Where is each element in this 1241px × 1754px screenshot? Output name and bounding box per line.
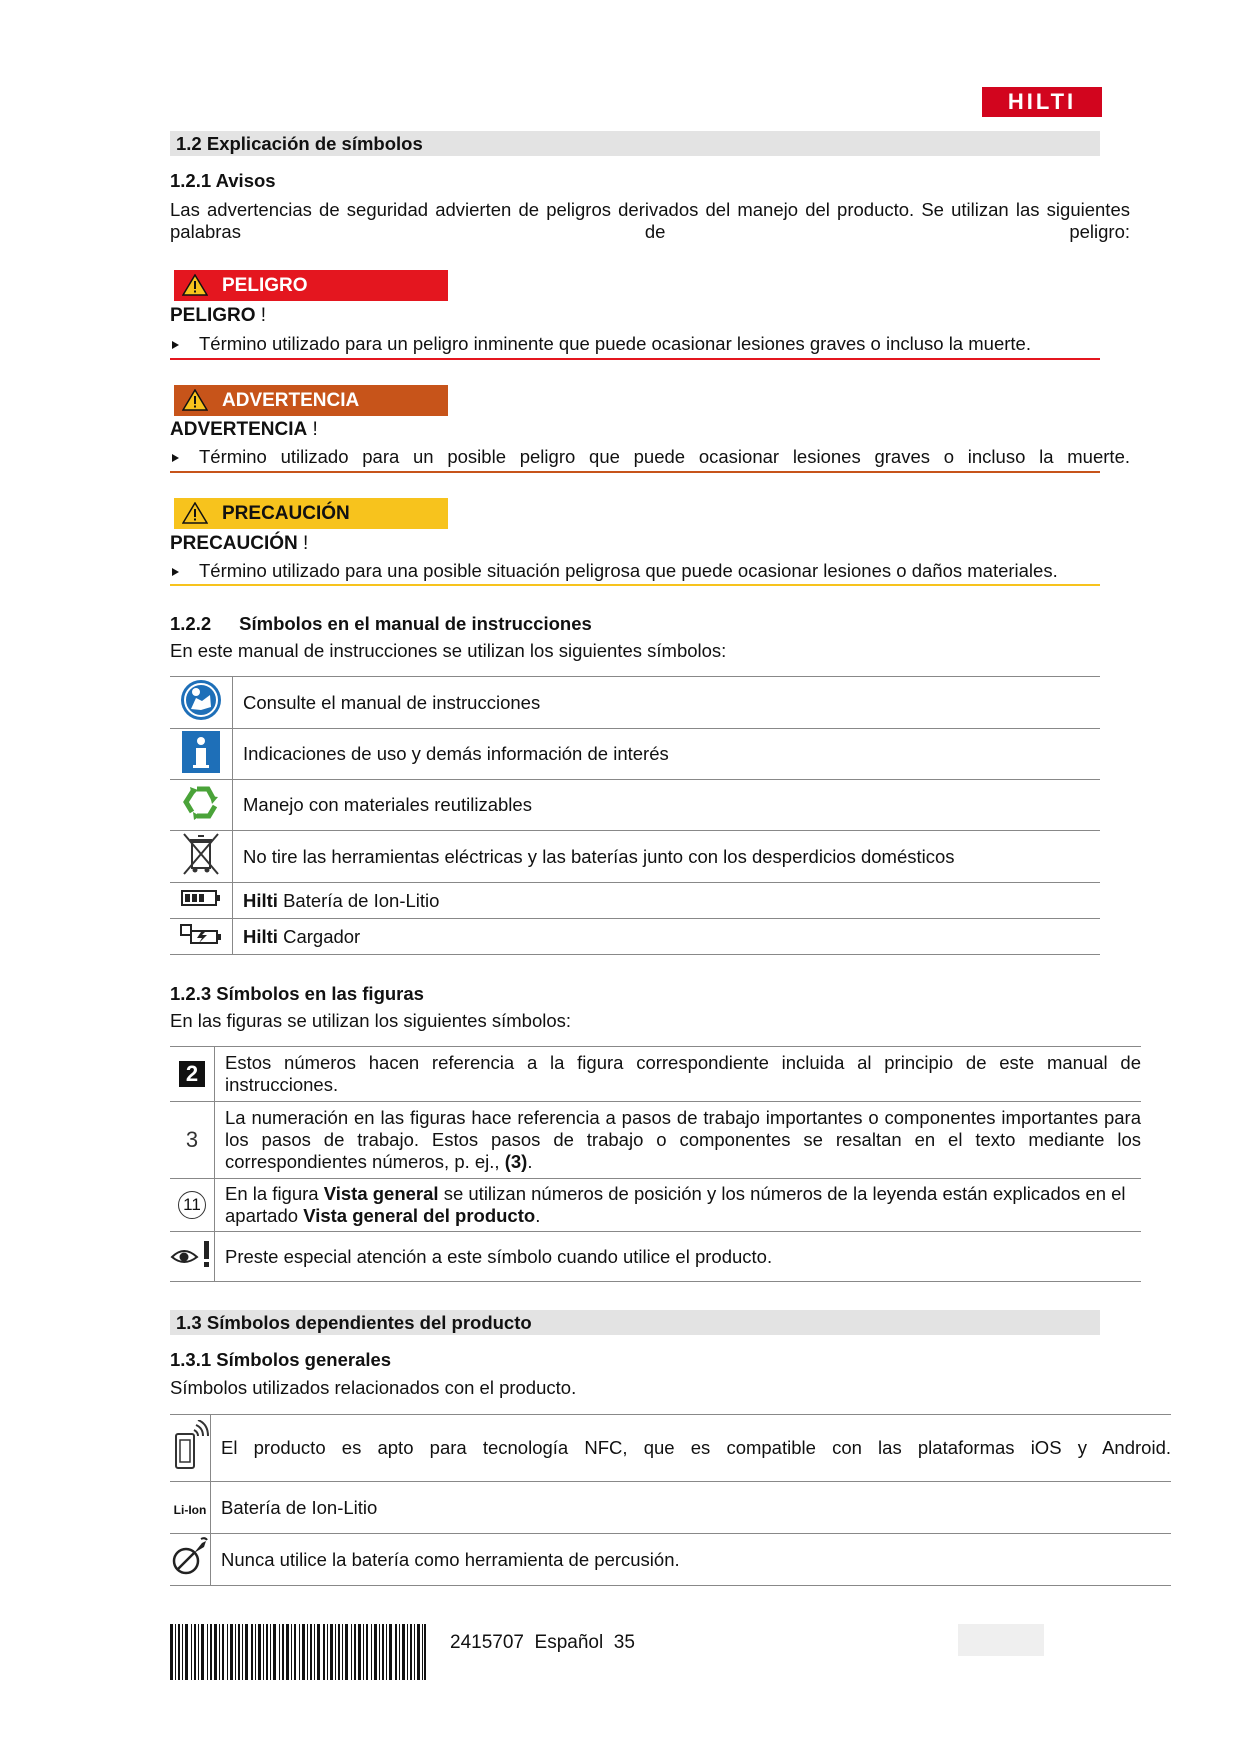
warning-underline [170, 471, 1100, 473]
warning-word: ADVERTENCIA ! [170, 419, 318, 440]
symbol-description: La numeración en las figuras hace referencia a pasos de trabajo importantes o componentes importantes para los pasos de trabajo. Estos pasos de trabajo o componentes se resaltan en el texto mediante los correspondientes números, p. ej., (3). [215, 1102, 1142, 1179]
bullet-triangle-icon [172, 341, 179, 349]
section-heading-1-2: 1.2 Explicación de símbolos [170, 131, 1100, 156]
symbol-description: Estos números hacen referencia a la figura correspondiente incluida al principio de este manual de instrucciones. [215, 1047, 1142, 1102]
barcode [170, 1624, 426, 1680]
caution-badge [174, 498, 448, 529]
danger-description: Término utilizado para un peligro inminente que puede ocasionar lesiones graves o incluso la muerte. [172, 333, 1031, 355]
info-icon [170, 729, 233, 780]
symbol-description: El producto es apto para tecnología NFC, que es compatible con las plataformas iOS y Android. [211, 1415, 1172, 1482]
table-row [170, 1179, 1141, 1232]
warning-badge [174, 385, 448, 416]
danger-badge-label: PELIGRO [222, 275, 308, 296]
caution-word: PRECAUCIÓN ! [170, 533, 309, 554]
warning-triangle-icon [182, 389, 208, 411]
table-row [170, 729, 1100, 780]
figure-symbols-table [170, 1046, 1141, 1282]
intro-warnings: Las advertencias de seguridad advierten de peligros derivados del manejo del producto. Se utilizan las siguientes palabras de peligro: [170, 199, 1130, 242]
table-row [170, 883, 1100, 919]
li-ion-icon: Li-Ion [170, 1482, 211, 1534]
symbol-description: Hilti Batería de Ion-Litio [233, 883, 1101, 919]
no-percussion-icon [170, 1534, 211, 1586]
eye-attention-icon [170, 1232, 215, 1282]
table-row [170, 1047, 1141, 1102]
caution-badge-label: PRECAUCIÓN [222, 503, 350, 524]
danger-badge [174, 270, 448, 301]
subheading-1-2-3: 1.2.3 Símbolos en las figuras [170, 983, 424, 1004]
symbol-description: Batería de Ion-Litio [211, 1482, 1172, 1534]
section-heading-1-3: 1.3 Símbolos dependientes del producto [170, 1310, 1100, 1335]
symbol-description: Consulte el manual de instrucciones [233, 677, 1101, 729]
caution-description: Término utilizado para una posible situación peligrosa que puede ocasionar lesiones o daños materiales. [172, 560, 1058, 582]
table-row [170, 1534, 1171, 1586]
table-row [170, 1415, 1171, 1482]
subheading-1-3-1: 1.3.1 Símbolos generales [170, 1349, 392, 1370]
intro-manual: En este manual de instrucciones se utilizan los siguientes símbolos: [170, 640, 727, 661]
footer-gray-box [958, 1624, 1044, 1656]
intro-figures: En las figuras se utilizan los siguientes símbolos: [170, 1010, 572, 1031]
subheading-1-2-2: 1.2.2 Símbolos en el manual de instrucciones [170, 613, 592, 634]
symbol-description: Manejo con materiales reutilizables [233, 780, 1101, 831]
symbol-description: Indicaciones de uso y demás información de interés [233, 729, 1101, 780]
symbol-description: Hilti Cargador [233, 919, 1101, 955]
bullet-triangle-icon [172, 568, 179, 576]
recycle-icon [170, 780, 233, 831]
crossed-bin-icon [170, 831, 233, 883]
symbol-description: Preste especial atención a este símbolo cuando utilice el producto. [215, 1232, 1142, 1282]
read-manual-icon [170, 677, 233, 729]
symbol-description: No tire las herramientas eléctricas y las baterías junto con los desperdicios domésticos [233, 831, 1101, 883]
warning-triangle-icon [182, 502, 208, 524]
table-row [170, 677, 1100, 729]
danger-word: PELIGRO ! [170, 305, 267, 326]
hilti-logo: HILTI [982, 87, 1102, 117]
symbol-description: Nunca utilice la batería como herramienta de percusión. [211, 1534, 1172, 1586]
symbol-description: En la figura Vista general se utilizan números de posición y los números de la leyenda están explicados en el apartado Vista general del producto. [215, 1179, 1142, 1232]
general-symbols-table [170, 1414, 1171, 1586]
intro-general: Símbolos utilizados relacionados con el producto. [170, 1377, 577, 1398]
bullet-triangle-icon [172, 454, 179, 462]
table-row [170, 831, 1100, 883]
battery-icon [170, 883, 233, 919]
position-number-icon: 11 [170, 1179, 215, 1232]
step-number-icon: 3 [170, 1102, 215, 1179]
caution-underline [170, 584, 1100, 586]
subheading-1-2-1: 1.2.1 Avisos [170, 170, 276, 191]
page-number: 35 [613, 1632, 635, 1653]
charger-icon [170, 919, 233, 955]
figure-number-icon: 2 [170, 1047, 215, 1102]
footer-info: 2415707 Español 35 [450, 1632, 635, 1653]
warning-triangle-icon [182, 274, 208, 296]
table-row [170, 1482, 1171, 1534]
table-row [170, 919, 1100, 955]
table-row [170, 1102, 1141, 1179]
warning-badge-label: ADVERTENCIA [222, 390, 360, 411]
nfc-icon [170, 1415, 211, 1482]
table-row [170, 1232, 1141, 1282]
manual-symbols-table [170, 676, 1100, 955]
table-row [170, 780, 1100, 831]
danger-underline [170, 358, 1100, 360]
warning-description: Término utilizado para un posible peligro que puede ocasionar lesiones graves o incluso la muerte. [172, 446, 1130, 468]
